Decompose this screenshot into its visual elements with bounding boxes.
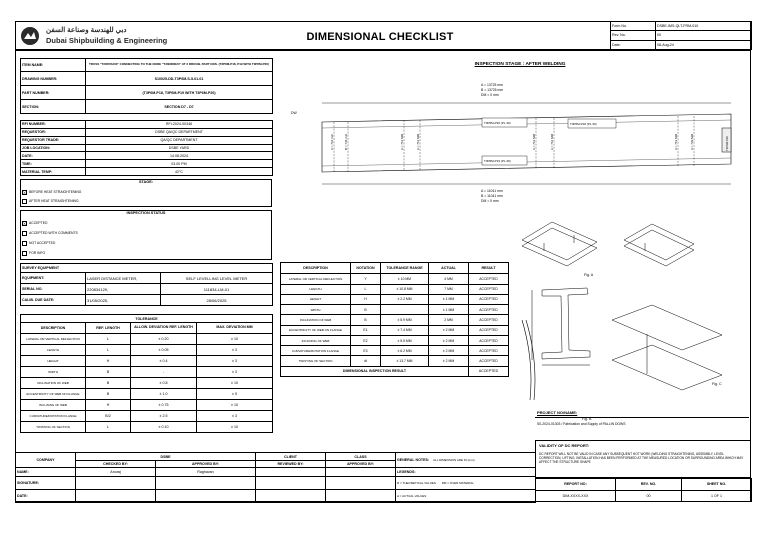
sig-class-approved-by: APPROVED BY: bbox=[326, 461, 396, 468]
stage-after-label: AFTER HEAT STRAIGHTENING bbox=[29, 199, 79, 203]
sig-name-label: NAME: bbox=[16, 468, 76, 477]
fig-a-label: Fig. A bbox=[584, 273, 594, 277]
result-cell: ± 5.9 MM bbox=[381, 315, 429, 325]
result-cell: 4 MM bbox=[429, 274, 469, 284]
report-rev-value: 00 bbox=[616, 490, 682, 502]
result-cell: ± 2 MM bbox=[429, 346, 469, 356]
stage-option-after[interactable] bbox=[22, 197, 79, 205]
tolerance-cell: ± 2.5 bbox=[131, 411, 197, 422]
rfi-number-label: RFI NUMBER: bbox=[21, 121, 86, 129]
result-cell: INCLINING OF WEB bbox=[281, 335, 351, 345]
stage-before-label: BEFORE HEAT STRAIGHTENING bbox=[29, 190, 82, 194]
material-temp-value: 42°C bbox=[86, 168, 273, 176]
result-cell: E1 bbox=[351, 325, 381, 335]
stage-before-checkbox[interactable]: X bbox=[23, 189, 26, 195]
tolerance-row bbox=[21, 389, 273, 400]
tolerance-cell: WIDTH bbox=[21, 367, 86, 378]
status-not-accepted-label: NOT ACCEPTED bbox=[29, 241, 56, 245]
item-name-value: TRUSS "T30FPA203" CONNECTING TO THE NODE "T33NR0024" AT 3 DROOB, PART NOS. (T3P6M-P18, P19 WITH T3P6M-P20) bbox=[86, 59, 273, 72]
equipment-label: EQUIPMENT: bbox=[21, 273, 86, 284]
date-label: Date: bbox=[611, 40, 656, 49]
form-meta-table bbox=[610, 21, 752, 50]
result-cell: WIDTH bbox=[281, 305, 351, 315]
tolerance-cell: ± 3 bbox=[197, 356, 273, 367]
sig-date-label: DATE: bbox=[16, 490, 76, 503]
status-for-info-checkbox[interactable] bbox=[22, 251, 27, 256]
report-sheet-value: 1 OF 1 bbox=[682, 490, 752, 502]
result-row bbox=[281, 356, 509, 366]
twisted-beam bbox=[612, 305, 722, 390]
tolerance-cell: ± 0.8 bbox=[131, 378, 197, 389]
result-cell: ACCEPTED bbox=[469, 305, 509, 315]
sig-date-client[interactable] bbox=[256, 490, 326, 503]
result-header-description: DESCRIPTION bbox=[281, 263, 351, 274]
svg-text:A = 741 MM: A = 741 MM bbox=[674, 133, 678, 150]
tolerance-cell: LATERAL OR VERTICAL DEFLECTION bbox=[21, 334, 86, 345]
result-cell: INCLINATION OF WEB bbox=[281, 315, 351, 325]
fig-c-label: Fig. C bbox=[712, 382, 722, 386]
project-value: S0-2024-01303 / Fabrication and Supply of PALLIN DOWS bbox=[537, 422, 626, 426]
status-option-not-accepted[interactable] bbox=[22, 239, 55, 248]
tolerance-cell: ± 10 bbox=[197, 422, 273, 433]
requestor-label: REQUESTOR: bbox=[21, 128, 86, 136]
general-notes-cell bbox=[396, 453, 536, 468]
result-header-result: RESULT bbox=[469, 263, 509, 274]
result-cell: L bbox=[351, 284, 381, 294]
result-cell: ± 2 MM bbox=[429, 325, 469, 335]
sig-date-approved[interactable] bbox=[156, 490, 256, 503]
stage-option-before[interactable] bbox=[22, 188, 81, 196]
logo-emblem-icon bbox=[20, 26, 40, 46]
bottom-dim-a: A = 11041 mm bbox=[481, 189, 503, 193]
tol-header-description: DESCRIPTION bbox=[21, 323, 86, 334]
tolerance-cell: H bbox=[86, 356, 131, 367]
svg-text:A = 741 MM: A = 741 MM bbox=[416, 133, 420, 150]
page-title: DIMENSIONAL CHECKLIST bbox=[306, 31, 454, 43]
svg-text:A = 739 MM: A = 739 MM bbox=[690, 133, 694, 150]
result-cell: ± 6.2 MM bbox=[381, 346, 429, 356]
general-notes-value: ALL DIMENSION ARE IN (mm) bbox=[433, 458, 475, 462]
legends-label: LEGENDS: bbox=[396, 468, 536, 477]
result-cell: ± 13.7 MM bbox=[381, 356, 429, 366]
result-cell: ± 2.2 MM bbox=[381, 294, 429, 304]
result-cell: ECCENTRICITY OF WEB ON FLANGE bbox=[281, 325, 351, 335]
rev-no-value: 00 bbox=[656, 31, 752, 40]
result-cell: dt bbox=[351, 356, 381, 366]
tolerance-cell: HEIGHT bbox=[21, 356, 86, 367]
inspection-stage-heading: INSPECTION STAGE : AFTER WELDING bbox=[474, 62, 566, 67]
result-rows bbox=[281, 274, 509, 366]
tolerance-cell: B/2 bbox=[86, 411, 131, 422]
part-number-label: PART NUMBER: bbox=[21, 86, 86, 100]
top-dim-a: A = 13725 mm bbox=[481, 83, 503, 87]
result-cell: ACCEPTED bbox=[469, 335, 509, 345]
tolerance-cell: CURVATURE/ROTATION FLANGE bbox=[21, 411, 86, 422]
result-cell: 2 MM bbox=[429, 315, 469, 325]
result-cell: ± 7.4 MM bbox=[381, 325, 429, 335]
tolerance-cell: ± 10 bbox=[197, 378, 273, 389]
tolerance-row bbox=[21, 378, 273, 389]
result-row bbox=[281, 346, 509, 356]
report-sheet-header: SHEET NO. bbox=[682, 479, 752, 491]
legend-line-2: A = ACTUAL VALUES bbox=[396, 490, 536, 503]
rfi-date-label: DATE: bbox=[21, 152, 86, 160]
report-table bbox=[535, 478, 752, 502]
tolerance-cell: ± 0.20 bbox=[131, 334, 197, 345]
calib-due-value-2: 28/06/2025 bbox=[161, 295, 273, 306]
form-no-value: DSBE-IMS-QLT-FRM-010 bbox=[656, 22, 752, 31]
tolerance-row bbox=[21, 400, 273, 411]
result-cell: ± 2 MM bbox=[429, 335, 469, 345]
sig-signature-class[interactable] bbox=[326, 477, 396, 490]
tolerance-row bbox=[21, 345, 273, 356]
drawing-number-label: DRAWING NUMBER: bbox=[21, 72, 86, 86]
rev-no-label: Rev. No. bbox=[611, 31, 656, 40]
tolerance-table bbox=[20, 314, 273, 433]
result-cell: ACCEPTED bbox=[469, 294, 509, 304]
part-number-value: (T3P6M-P18, T3P6M-P19 WITH T3P6M-P20) bbox=[86, 86, 273, 100]
tolerance-row bbox=[21, 367, 273, 378]
result-cell: ACCEPTED bbox=[469, 356, 509, 366]
result-cell: ± 10.8 MM bbox=[381, 284, 429, 294]
result-cell: ACCEPTED bbox=[469, 346, 509, 356]
sig-signature-client[interactable] bbox=[256, 477, 326, 490]
result-header-actual: ACTUAL bbox=[429, 263, 469, 274]
result-cell: ± 5.5 MM bbox=[381, 335, 429, 345]
tol-header-max: MAX. DEVIATION MM bbox=[197, 323, 273, 334]
stage-after-checkbox[interactable] bbox=[22, 199, 27, 204]
tolerance-cell: L bbox=[86, 345, 131, 356]
requestor-value: DSBE QA/QC DEPARTMENT bbox=[86, 128, 273, 136]
result-cell: E3 bbox=[351, 346, 381, 356]
truss-elevation-drawing bbox=[286, 78, 746, 208]
result-row bbox=[281, 284, 509, 294]
status-option-for-info[interactable] bbox=[22, 249, 45, 258]
result-cell: ACCEPTED bbox=[469, 325, 509, 335]
company-name-ar: دبي للهندسة وصناعة السفن bbox=[46, 27, 127, 34]
report-no-header: REPORT NO: bbox=[536, 479, 616, 491]
tolerance-row bbox=[21, 411, 273, 422]
part-label-2: T3P6M-P18 (PL 30) bbox=[570, 122, 597, 126]
result-cell: B bbox=[351, 305, 381, 315]
company-name-en: Dubai Shipbuilding & Engineering bbox=[46, 36, 168, 45]
validity-text: DC REPORT WILL NOT BE VALID IN CASE ANY SUBSEQUENT HOT WORK (WELDING STRAIGHTENING, ASSEMBLY, LEVEL CORRECTION, LIFTING, INSTALLATION HAS BEEN PERFORMED AT THE MEASURED LOCATION OR SURROUNDING AREA WHICH MAY AFFECT THE STRUCTURE SHAPE bbox=[539, 452, 744, 465]
result-row bbox=[281, 325, 509, 335]
tolerance-cell: INCLINATION OF WEB bbox=[21, 378, 86, 389]
result-cell: ± 1 MM bbox=[429, 294, 469, 304]
tolerance-rows bbox=[21, 334, 273, 433]
result-row bbox=[281, 274, 509, 284]
result-cell: ACCEPTED bbox=[469, 315, 509, 325]
sig-signature-approved[interactable] bbox=[156, 477, 256, 490]
tolerance-cell: ± 0.05 bbox=[131, 345, 197, 356]
sig-dsbe-header: DSBE bbox=[76, 453, 256, 461]
result-row bbox=[281, 305, 509, 315]
status-comments-checkbox[interactable] bbox=[22, 231, 27, 236]
result-cell: ACCEPTED bbox=[469, 284, 509, 294]
result-header-tolerance: TOLERANCE RANGE bbox=[381, 263, 429, 274]
svg-text:A = 744 mm: A = 744 mm bbox=[330, 133, 334, 150]
stage-title: STAGE: bbox=[138, 180, 154, 184]
beam-iso-1 bbox=[522, 222, 597, 266]
sig-name-class[interactable] bbox=[326, 468, 396, 477]
serial-no-value-1: 220834129, bbox=[86, 284, 161, 295]
status-option-accepted-comments[interactable] bbox=[22, 229, 78, 238]
svg-text:A = 741 MM: A = 741 MM bbox=[550, 133, 554, 150]
tolerance-cell: H bbox=[86, 400, 131, 411]
tolerance-cell: B bbox=[86, 389, 131, 400]
sig-company-header: COMPANY bbox=[16, 453, 76, 468]
tolerance-cell: ± 1.0 bbox=[131, 389, 197, 400]
item-table bbox=[20, 58, 273, 114]
survey-title: SURVEY EQUIPMENT bbox=[21, 264, 273, 273]
result-table bbox=[280, 262, 509, 377]
job-location-label: JOB LOCATION: bbox=[21, 144, 86, 152]
result-row bbox=[281, 315, 509, 325]
sig-client-header: CLIENT bbox=[256, 453, 326, 461]
top-dim-b: B = 13725 mm bbox=[481, 88, 504, 92]
beam-iso-2 bbox=[624, 224, 694, 266]
tolerance-cell: ± 5 bbox=[197, 389, 273, 400]
result-cell: 7 MM bbox=[429, 284, 469, 294]
legend-line-1: R = THEORETICAL VALUES DM = OVER MATERIAL bbox=[396, 477, 536, 490]
rfi-date-value: 14.08.2024 bbox=[86, 152, 273, 160]
status-option-accepted[interactable] bbox=[22, 219, 47, 228]
tolerance-title: TOLERANCE bbox=[21, 315, 273, 323]
general-notes-label: GENERAL NOTES: bbox=[397, 458, 430, 462]
tolerance-cell: ± 3 bbox=[197, 367, 273, 378]
drawing-corner-label: DW bbox=[291, 111, 297, 115]
result-cell: H bbox=[351, 294, 381, 304]
i-beam-section bbox=[532, 288, 590, 365]
result-cell: LATERAL OR VERTICAL DEFLECTION bbox=[281, 274, 351, 284]
svg-text:A = 741 MM: A = 741 MM bbox=[400, 133, 404, 150]
result-cell: ± 1 MM bbox=[429, 305, 469, 315]
tolerance-cell: L bbox=[86, 422, 131, 433]
signature-table bbox=[15, 452, 536, 503]
result-cell: ACCEPTED bbox=[469, 274, 509, 284]
sig-approved-by: APPROVED BY: bbox=[156, 461, 256, 468]
status-accepted-label: ACCEPTED bbox=[29, 221, 48, 225]
serial-no-label: SERIAL NO. bbox=[21, 284, 86, 295]
project-title: PROJECT NO/NAME: bbox=[537, 410, 578, 415]
job-location-value: DSBE YARD bbox=[86, 144, 273, 152]
drawing-number-value: S10025-DD-T3P6M-S-5-01-01 bbox=[86, 72, 273, 86]
tolerance-cell: L bbox=[86, 334, 131, 345]
tolerance-cell: ± 0.75 bbox=[131, 400, 197, 411]
result-cell: LENGTH bbox=[281, 284, 351, 294]
sig-date-checked[interactable] bbox=[76, 490, 156, 503]
rfi-number-value: RFI-2024-00346 bbox=[86, 121, 273, 129]
validity-title: VALIDITY OF DC REPORT: bbox=[539, 443, 590, 448]
calib-due-value-1: 31/05/2025, bbox=[86, 295, 161, 306]
result-cell bbox=[381, 305, 429, 315]
tolerance-cell: ± 10 bbox=[197, 400, 273, 411]
tolerance-cell: ± 3 bbox=[197, 345, 273, 356]
serial-no-value-2: 111834-LM-01 bbox=[161, 284, 273, 295]
tolerance-row bbox=[21, 334, 273, 345]
rfi-table bbox=[20, 120, 273, 176]
tolerance-cell: ± 0.4 bbox=[131, 356, 197, 367]
tolerance-cell: INCLINING OF WEB bbox=[21, 400, 86, 411]
result-cell: HEIGHT bbox=[281, 294, 351, 304]
part-label-1: T3P6M-P20 (PL 30) bbox=[484, 121, 511, 125]
sig-checked-by: CHECKED BY: bbox=[76, 461, 156, 468]
curved-member bbox=[522, 320, 531, 400]
sig-signature-label: SIGNATURE: bbox=[16, 477, 76, 490]
result-cell: ± 2 MM bbox=[429, 356, 469, 366]
svg-text:A = 741 MM: A = 741 MM bbox=[532, 133, 536, 150]
tolerance-row bbox=[21, 422, 273, 433]
equipment-value-2: SELF LEVELLING LEVEL METER bbox=[161, 273, 273, 284]
sig-date-class[interactable] bbox=[326, 490, 396, 503]
survey-equipment-table bbox=[20, 263, 273, 306]
section-value: SECTION D7 - D7 bbox=[86, 100, 273, 114]
section-label: SECTION: bbox=[21, 100, 86, 114]
result-cell: Y bbox=[351, 274, 381, 284]
top-dim-dm: DM = 0 mm bbox=[481, 93, 499, 97]
result-cell: B bbox=[351, 315, 381, 325]
tolerance-cell: ECCENTRICITY OF WEB ON FLANGE bbox=[21, 389, 86, 400]
rfi-time-label: TIME: bbox=[21, 160, 86, 168]
bottom-dim-dm: DM = 0 mm bbox=[481, 199, 499, 203]
rfi-time-value: 03.00 PM bbox=[86, 160, 273, 168]
end-plate-label: T3P6M-P20 bbox=[725, 136, 729, 151]
report-no-value: DIM-XXXX-XXX bbox=[536, 490, 616, 502]
sig-reviewed-by: REVIEWED BY: bbox=[256, 461, 326, 468]
tol-header-ref-length: REF. LENGTH bbox=[86, 323, 131, 334]
tolerance-row bbox=[21, 356, 273, 367]
company-logo bbox=[20, 26, 168, 46]
part-label-3: T3P6M-P19 (PL 30) bbox=[484, 159, 511, 163]
tolerance-cell: ± 0.10 bbox=[131, 422, 197, 433]
result-header-notation: NOTATION bbox=[351, 263, 381, 274]
sig-class-header: CLASS bbox=[326, 453, 396, 461]
date-value: 08-Aug-24 bbox=[656, 40, 752, 49]
tolerance-cell: ± 10 bbox=[197, 334, 273, 345]
fig-b-label: Fig. B bbox=[582, 417, 592, 421]
status-accepted-checkbox[interactable]: X bbox=[23, 220, 26, 226]
tolerance-cell: B bbox=[86, 378, 131, 389]
status-for-info-label: FOR INFO bbox=[29, 251, 46, 255]
item-name-label: ITEM NAME: bbox=[21, 59, 86, 72]
status-comments-label: ACCEPTED WITH COMMENTS bbox=[29, 231, 78, 235]
requestor-trade-label: REQUESTOR TRADE: bbox=[21, 136, 86, 144]
result-cell: TWISTING OF SECTION bbox=[281, 356, 351, 366]
result-cell: CURVATURE/ROTATION FLANGE bbox=[281, 346, 351, 356]
tolerance-cell: TWISTING OF SECTION bbox=[21, 422, 86, 433]
bottom-dim-b: B = 11041 mm bbox=[481, 194, 503, 198]
dim-result-label: DIMENSIONAL INSPECTION RESULT bbox=[281, 366, 469, 376]
inspection-status-title: INSPECTION STATUS bbox=[126, 211, 166, 215]
sig-name-client[interactable] bbox=[256, 468, 326, 477]
sig-signature-checked[interactable] bbox=[76, 477, 156, 490]
form-no-label: Form No. bbox=[611, 22, 656, 31]
project-line bbox=[535, 417, 749, 418]
result-row bbox=[281, 335, 509, 345]
equipment-value-1: LASER DISTANCE METER, bbox=[86, 273, 161, 284]
result-cell: ± 10 MM bbox=[381, 274, 429, 284]
result-cell: E2 bbox=[351, 335, 381, 345]
tolerance-cell: - bbox=[131, 367, 197, 378]
sig-name-approved[interactable]: Raghavan bbox=[156, 468, 256, 477]
tolerance-cell: B bbox=[86, 367, 131, 378]
material-temp-label: MATERIAL TEMP: bbox=[21, 168, 86, 176]
tolerance-cell: LENGTH bbox=[21, 345, 86, 356]
dim-result-value: ACCEPTED bbox=[469, 366, 509, 376]
requestor-trade-value: QA/QC DEPARTMENT bbox=[86, 136, 273, 144]
tolerance-cell: ± 3 bbox=[197, 411, 273, 422]
section-dim-labels bbox=[330, 133, 694, 150]
sig-name-checked[interactable]: Anuraj bbox=[76, 468, 156, 477]
status-not-accepted-checkbox[interactable] bbox=[22, 241, 27, 246]
tol-header-allow: ALLOW. DEVIATION REF. LENGTH bbox=[131, 323, 197, 334]
calib-due-label: CALIB. DUE DATE: bbox=[21, 295, 86, 306]
result-row bbox=[281, 294, 509, 304]
report-rev-header: REV. NO. bbox=[616, 479, 682, 491]
svg-text:B = 744 mm: B = 744 mm bbox=[344, 133, 348, 150]
